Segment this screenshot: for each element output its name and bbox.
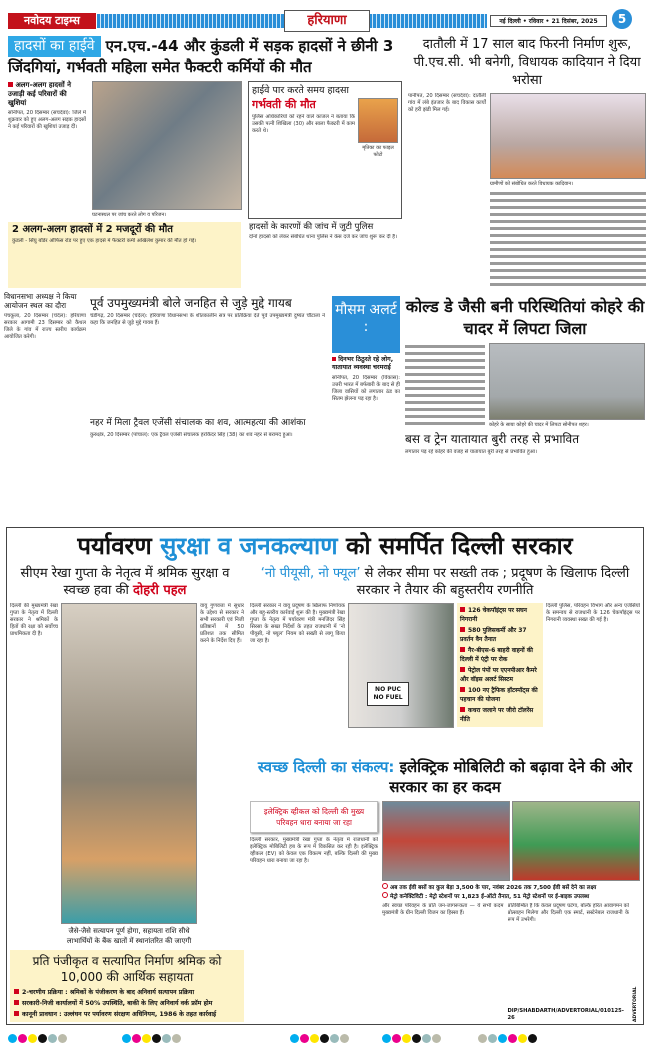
measure-item	[460, 706, 540, 724]
measure-text: 100 नए ट्रैफिक हॉटस्पॉट्स की पहचान की योजना	[460, 687, 538, 703]
lead-photo-caption: घटनास्थल पर जांच करते लोग व परिजन।	[92, 212, 167, 218]
measure-item	[460, 666, 540, 684]
fog-photo	[489, 343, 645, 420]
ad-headline	[10, 531, 640, 561]
ad-right-body: दिल्ली पुलिस, परिवहन विभाग और अन्य एजेंसियों के समन्वय से राजधानी के 126 चेकपॉइंट्स पर निगरानी व्यवस्था सख्त की गई है।	[546, 603, 640, 623]
weather-column	[405, 343, 485, 429]
aid-bullet-text: सरकारी-निजी कार्यालयों में 50% उपस्थिति, बाकी के लिए अनिवार्य वर्क फ्रॉम होम	[22, 1000, 213, 1007]
ad-left-top	[10, 603, 244, 946]
right-story-photo	[490, 93, 646, 179]
circle-bullet-icon	[382, 892, 388, 898]
ev-point	[382, 883, 640, 892]
ev-bus-photo	[512, 801, 640, 881]
no-puc-sign: NO PUC NO FUEL	[367, 682, 409, 706]
weather-tag: मौसम अलर्ट :	[332, 296, 400, 353]
workers-photo	[61, 603, 197, 924]
workers-body: कुंडली - सिंघु बॉर्डर ऑफिस रोड पर हुए एक हादसे में फैक्टरी कर्मी अखिलेश कुमार की मौत हो गई।	[12, 238, 197, 244]
ev-photos	[382, 801, 640, 881]
weather-right-col	[405, 296, 645, 520]
masthead-logo: नवोदय टाइम्स	[8, 13, 96, 29]
ev-point	[382, 892, 640, 901]
canal-headline: नहर में मिला ट्रैवल एजेंसी संचालक का शव, आत्महत्या की आशंका	[90, 418, 306, 428]
victim-photo-caption: मृतिका का फाइल फोटो	[362, 145, 394, 159]
ev-body: दिल्ली सरकार, मुख्यमंत्री रेखा गुप्ता के नेतृत्व में राजधानी को इलेक्ट्रिक मोबिलिटी हब के रूप में विकसित कर रही है। इलेक्ट्रिक व्हीकल (EV) को केवल एक विकल्प नहीं, बल्कि दिल्ली की मुख्य परिवहन धारा बनाया जा रहा है।	[250, 837, 378, 864]
assembly-body: पंचकूला, 20 दिसम्बर (चंदेल): हरियाणा सरकार आगामी 23 दिसम्बर को कैथल जिले के गांव में राज्य स्तरीय कार्यक्रम आयोजित करेगी।	[4, 313, 86, 340]
lead-mid-row	[8, 81, 402, 219]
ad-mid-body: दिल्ली सरकार ने वायु प्रदूषण के खिलाफ निर्णायक और बहु-स्तरीय कार्रवाई शुरू की है। मुख्यमंत्री रेखा गुप्ता के नेतृत्व में पर्यावरण मंत्री मनजिंदर सिंह सिरसा के सख्त निर्देशों के तहत राजधानी में ‘नो पीयूसी, नो फ्यूल’ नियम को सख्ती से लागू किया जा रहा है।	[250, 603, 345, 644]
workers-photo-col	[61, 603, 197, 946]
ev-left-col	[250, 801, 378, 1022]
aid-bullet	[14, 999, 240, 1008]
aid-bullet-text: 2-चरणीय प्रक्रिया : श्रमिकों के पंजीकरण के बाद अनिवार्य सत्यापन प्रक्रिया	[22, 989, 195, 996]
ad-headline-b: सुरक्षा व जनकल्याण	[160, 532, 338, 560]
ev-launch-photo	[382, 801, 510, 881]
measure-item	[460, 626, 540, 644]
pregnant-inner	[252, 98, 398, 215]
workers-photo-caption: जैसे-जैसे सत्यापन पूर्ण होगा, सहायता राशि सीधे लाभार्थियों के बैंक खातों में स्थानांतरित की जाएगी	[66, 927, 192, 945]
victim-photo-col	[358, 98, 398, 215]
weather-body: सोनीपत, 20 दिसम्बर (विकास): उत्तरी भारत में बर्फबारी के बाद से ही जिला वासियों को लगातार ठंड का सितम झेलना पड़ रहा है।	[332, 375, 400, 402]
ev-point-text: मेट्रो कनेक्टिविटी : मेट्रो स्टेशनों पर 1,823 ई-ऑटो तैनात, 51 मेट्रो स्टेशनों पर ई-बाइक उपलब्ध	[390, 894, 590, 900]
advertorial-label: ADVERTORIAL	[633, 986, 638, 1022]
date-line: नई दिल्ली • रविवार • 21 दिसंबर, 2025	[490, 15, 607, 27]
ev-body3: प्रतिबिम्बित है कि केवल प्रदूषण घटेगा, बल्कि हरित आवागमन को प्रोत्साहन मिलेगा और दिल्ली एक स्मार्ट, सस्टेनेबल राजधानी के रूप में उभरेगी।	[507, 903, 629, 923]
measure-item	[460, 646, 540, 664]
lead-sub	[8, 81, 86, 108]
ad-left-sub-a: सीएम रेखा गुप्ता के नेतृत्व में श्रमिक सुरक्षा व स्वच्छ हवा की	[20, 566, 230, 598]
canal-block	[90, 418, 325, 520]
weather-left-col	[332, 296, 400, 520]
color-swatch-row	[122, 1028, 182, 1047]
transport-body: लगातार पड़ रहे कोहरे की वजह से यातायात बुरी तरह से प्रभावित हुआ।	[405, 449, 537, 456]
weather-headline: कोल्ड डे जैसी बनी परिस्थितियां कोहरे की चादर में लिपटा जिला	[405, 297, 645, 338]
lead-photo-col	[92, 81, 242, 219]
ev-row	[250, 801, 640, 1022]
right-story	[408, 36, 646, 288]
registration-marks	[0, 1028, 650, 1040]
masthead	[0, 0, 650, 32]
color-swatch-row	[382, 1028, 442, 1047]
lead-sub-text: अलग-अलग हादसों ने उजाड़ी कई परिवारों की खुशियां	[8, 81, 71, 107]
measure-text: गैर-बीएस-6 बाहरी वाहनों की दिल्ली में एंट्री पर रोक	[460, 647, 533, 663]
workers-box	[8, 222, 241, 288]
aid-bullet	[14, 988, 240, 997]
lead-bottom-row	[8, 222, 402, 288]
ev-headline-a: स्वच्छ दिल्ली का संकल्प:	[257, 758, 395, 776]
ev-body3-col	[508, 903, 630, 1022]
lead-text-col	[8, 81, 86, 219]
assembly-headline: विधानसभा अध्यक्ष ने किया आयोजन स्थल का दौरा	[4, 292, 77, 310]
pregnant-box	[248, 81, 402, 219]
lead-photo	[92, 81, 242, 210]
lead-block	[8, 36, 402, 288]
pregnant-body: पुलिस अधिकारियों को रहने वाले काजल ने बताया कि उसकी पत्नी शिखिला (30) और साला फैक्टरी में काम करते थे।	[252, 113, 355, 134]
police-headline: हादसों के कारणों की जांच में जुटी पुलिस	[249, 222, 374, 232]
right-story-body: पानीपत, 20 दिसम्बर (सचदेवा): दातौली गांव में लंबे इंतजार के बाद विकास कार्यों को हरी झंडी मिल गई।	[408, 93, 486, 113]
measure-text: पेट्रोल पंपों पर एएनपीआर कैमरे और वॉइस अलर्ट सिस्टम	[460, 667, 537, 683]
ev-body2: और स्वच्छ परिवहन के प्रति जन-जागरूकता — ये सभी कदम मुख्यमंत्री के ग्रीन दिल्ली विजन का हिस्सा हैं।	[382, 903, 504, 916]
ad-left-sub	[10, 565, 240, 599]
right-story-photo-col	[490, 93, 646, 288]
aid-headline: प्रति पंजीकृत व सत्यापित निर्माण श्रमिक को 10,000 की आर्थिक सहायता	[32, 954, 222, 984]
measure-item	[460, 606, 540, 624]
ad-headline-a: पर्यावरण	[77, 532, 161, 560]
victim-photo	[358, 98, 398, 143]
fog-photo-caption: कोहरे के साया कोहरे की चादर में लिपटा सोनीपत शहर।	[489, 422, 589, 428]
ex-cm-body: चंडीगढ़, 20 दिसम्बर (चंदेल): हरियाणा विधानसभा के शीतकालीन सत्र पर प्रतिक्रिया देते पूर्व उपमुख्यमंत्री दुष्यंत चौटाला ने कहा कि जनहित से जुड़े मुद्दे गायब हैं।	[90, 313, 325, 327]
ev-points	[382, 883, 640, 901]
ad-left-body: दिल्ली की मुख्यमंत्री रेखा गुप्ता के नेतृत्व में दिल्ली सरकार ने श्रमिकों के हितों की रक्षा को सर्वोच्च प्राथमिकता दी है।	[10, 603, 58, 637]
ev-bottom	[382, 903, 640, 1022]
ad-right-part	[250, 603, 640, 1022]
lead-body: सोनीपत, 20 दिसम्बर (सचदेवा): जिले में शुक्रवार को हुए अलग-अलग सड़क हादसों ने कई परिवारों की खुशियां उजाड़ दीं।	[8, 110, 86, 130]
weather-photo-row	[405, 343, 645, 429]
aid-bullet-text: कानूनी प्रावधान : उल्लंघन पर पर्यावरण संरक्षण अधिनियम, 1986 के तहत कार्रवाई	[22, 1011, 217, 1018]
aid-box	[10, 950, 244, 1022]
right-story-photo-caption: ग्रामीणों को संबोधित करते विधायक कादियान।	[490, 181, 574, 187]
advertorial-code: DIP/SHABDARTH/ADVERTORIAL/010125-26	[507, 1008, 624, 1021]
ad-sub-row	[10, 565, 640, 599]
measure-item	[460, 686, 540, 704]
ad-left-sub-b: दोहरी पहल	[132, 583, 187, 598]
page-number: 5	[612, 9, 632, 29]
ad-headline-c: को समर्पित दिल्ली सरकार	[337, 532, 573, 560]
color-swatch-row	[290, 1028, 350, 1047]
ev-quote: इलेक्ट्रिक व्हीकल को दिल्ली की मुख्य परिवहन धारा बनाया जा रहा	[250, 801, 378, 833]
ad-left-body2: वायु गुणवत्ता में सुधार के उद्देश्य से सरकार ने सभी सरकारी एवं निजी प्रतिष्ठानों में 50 प्रतिशत तक सीमित करने के निर्देश दिए हैं।	[200, 603, 244, 644]
lead-tag: हादसों का हाईवे	[8, 36, 101, 57]
weather-sub	[332, 356, 400, 372]
police-body: दोनों हादसों को लेकर संबंधित थाना पुलिस ने केस दर्ज कर जांच शुरू कर दी है।	[249, 234, 397, 241]
measure-text: 126 चेकपॉइंट्स पर सघन निगरानी	[460, 607, 527, 623]
workers-headline: 2 अलग-अलग हादसों में 2 मजदूरों की मौत	[12, 224, 174, 235]
ev-headline-b: इलेक्ट्रिक मोबिलिटी को बढ़ावा देने की ओर सरकार का हर कदम	[389, 758, 633, 796]
circle-bullet-icon	[382, 883, 388, 889]
ad-right-top	[250, 603, 640, 753]
aid-bullets	[14, 988, 240, 1019]
measure-text: कचरा जलाने पर जीरो टॉलरेंस नीति	[460, 707, 534, 723]
ad-right-sub-a: ‘नो पीयूसी, नो फ्यूल’	[260, 566, 361, 581]
pregnant-kicker: हाईवे पार करते समय हादसा	[252, 85, 349, 96]
section-title: हरियाणा	[284, 10, 370, 32]
transport-headline: बस व ट्रेन यातायात बुरी तरह से प्रभावित	[405, 432, 580, 446]
ex-cm-headline: पूर्व उपमुख्यमंत्री बोले जनहित से जुड़े मुद्दे गायब	[90, 296, 292, 310]
pregnant-text-col	[252, 98, 355, 215]
ev-right-col	[382, 801, 640, 1022]
color-swatch-row	[8, 1028, 68, 1047]
police-col	[249, 222, 402, 288]
ad-right-sub-b: से लेकर सीमा पर सख्ती तक ; प्रदूषण के खिलाफ दिल्ली सरकार ने तैयार की बहुस्तरीय रणनीति	[356, 566, 630, 598]
measure-text: 580 पुलिसकर्मी और 37 प्रवर्तन वैन तैनात	[460, 627, 527, 643]
ad-left-part	[10, 603, 244, 1022]
measures-box	[457, 603, 543, 727]
ev-point-text: अब तक ईवी बसों का कुल बेड़ा 3,500 के पार, नवंबर 2026 तक 7,500 ईवी बसें देने का लक्ष्य	[390, 885, 597, 891]
lead-headline-wrap	[8, 36, 402, 78]
ev-headline	[250, 757, 640, 797]
fuel-pump-photo	[348, 603, 454, 728]
weather-sub-text: दिनभर ठिठुरते रहे लोग, यातायात व्यवस्था चरमराई	[332, 356, 394, 371]
ad-main	[10, 603, 640, 1022]
advertorial	[10, 531, 640, 1022]
fog-photo-col	[489, 343, 645, 429]
color-swatch-row	[478, 1028, 538, 1047]
right-story-headline: दातौली में 17 साल बाद फिरनी निर्माण शुरू, पी.एच.सी. भी बनेगी, विधायक कादियान ने दिया भरोसा	[413, 37, 641, 88]
aid-bullet	[14, 1010, 240, 1019]
right-story-row	[408, 93, 646, 288]
ad-right-sub	[250, 565, 640, 599]
lead-headline: एन.एच.-44 और कुंडली में सड़क हादसों ने छीनी 3 जिंदगियां, गर्भवती महिला समेत फैक्टरी कर्मियों की मौत	[8, 37, 394, 76]
pregnant-headline: गर्भवती की मौत	[252, 98, 316, 112]
canal-body: कुरुक्षेत्र, 20 दिसम्बर (पांचाल): एक ट्रैवल एजेंसी संचालक हरकिंदर सिंह (38) का शव नहर से बरामद हुआ।	[90, 431, 293, 438]
ex-cm-block	[90, 296, 325, 414]
assembly-col	[4, 292, 86, 520]
right-story-columns	[490, 190, 646, 288]
